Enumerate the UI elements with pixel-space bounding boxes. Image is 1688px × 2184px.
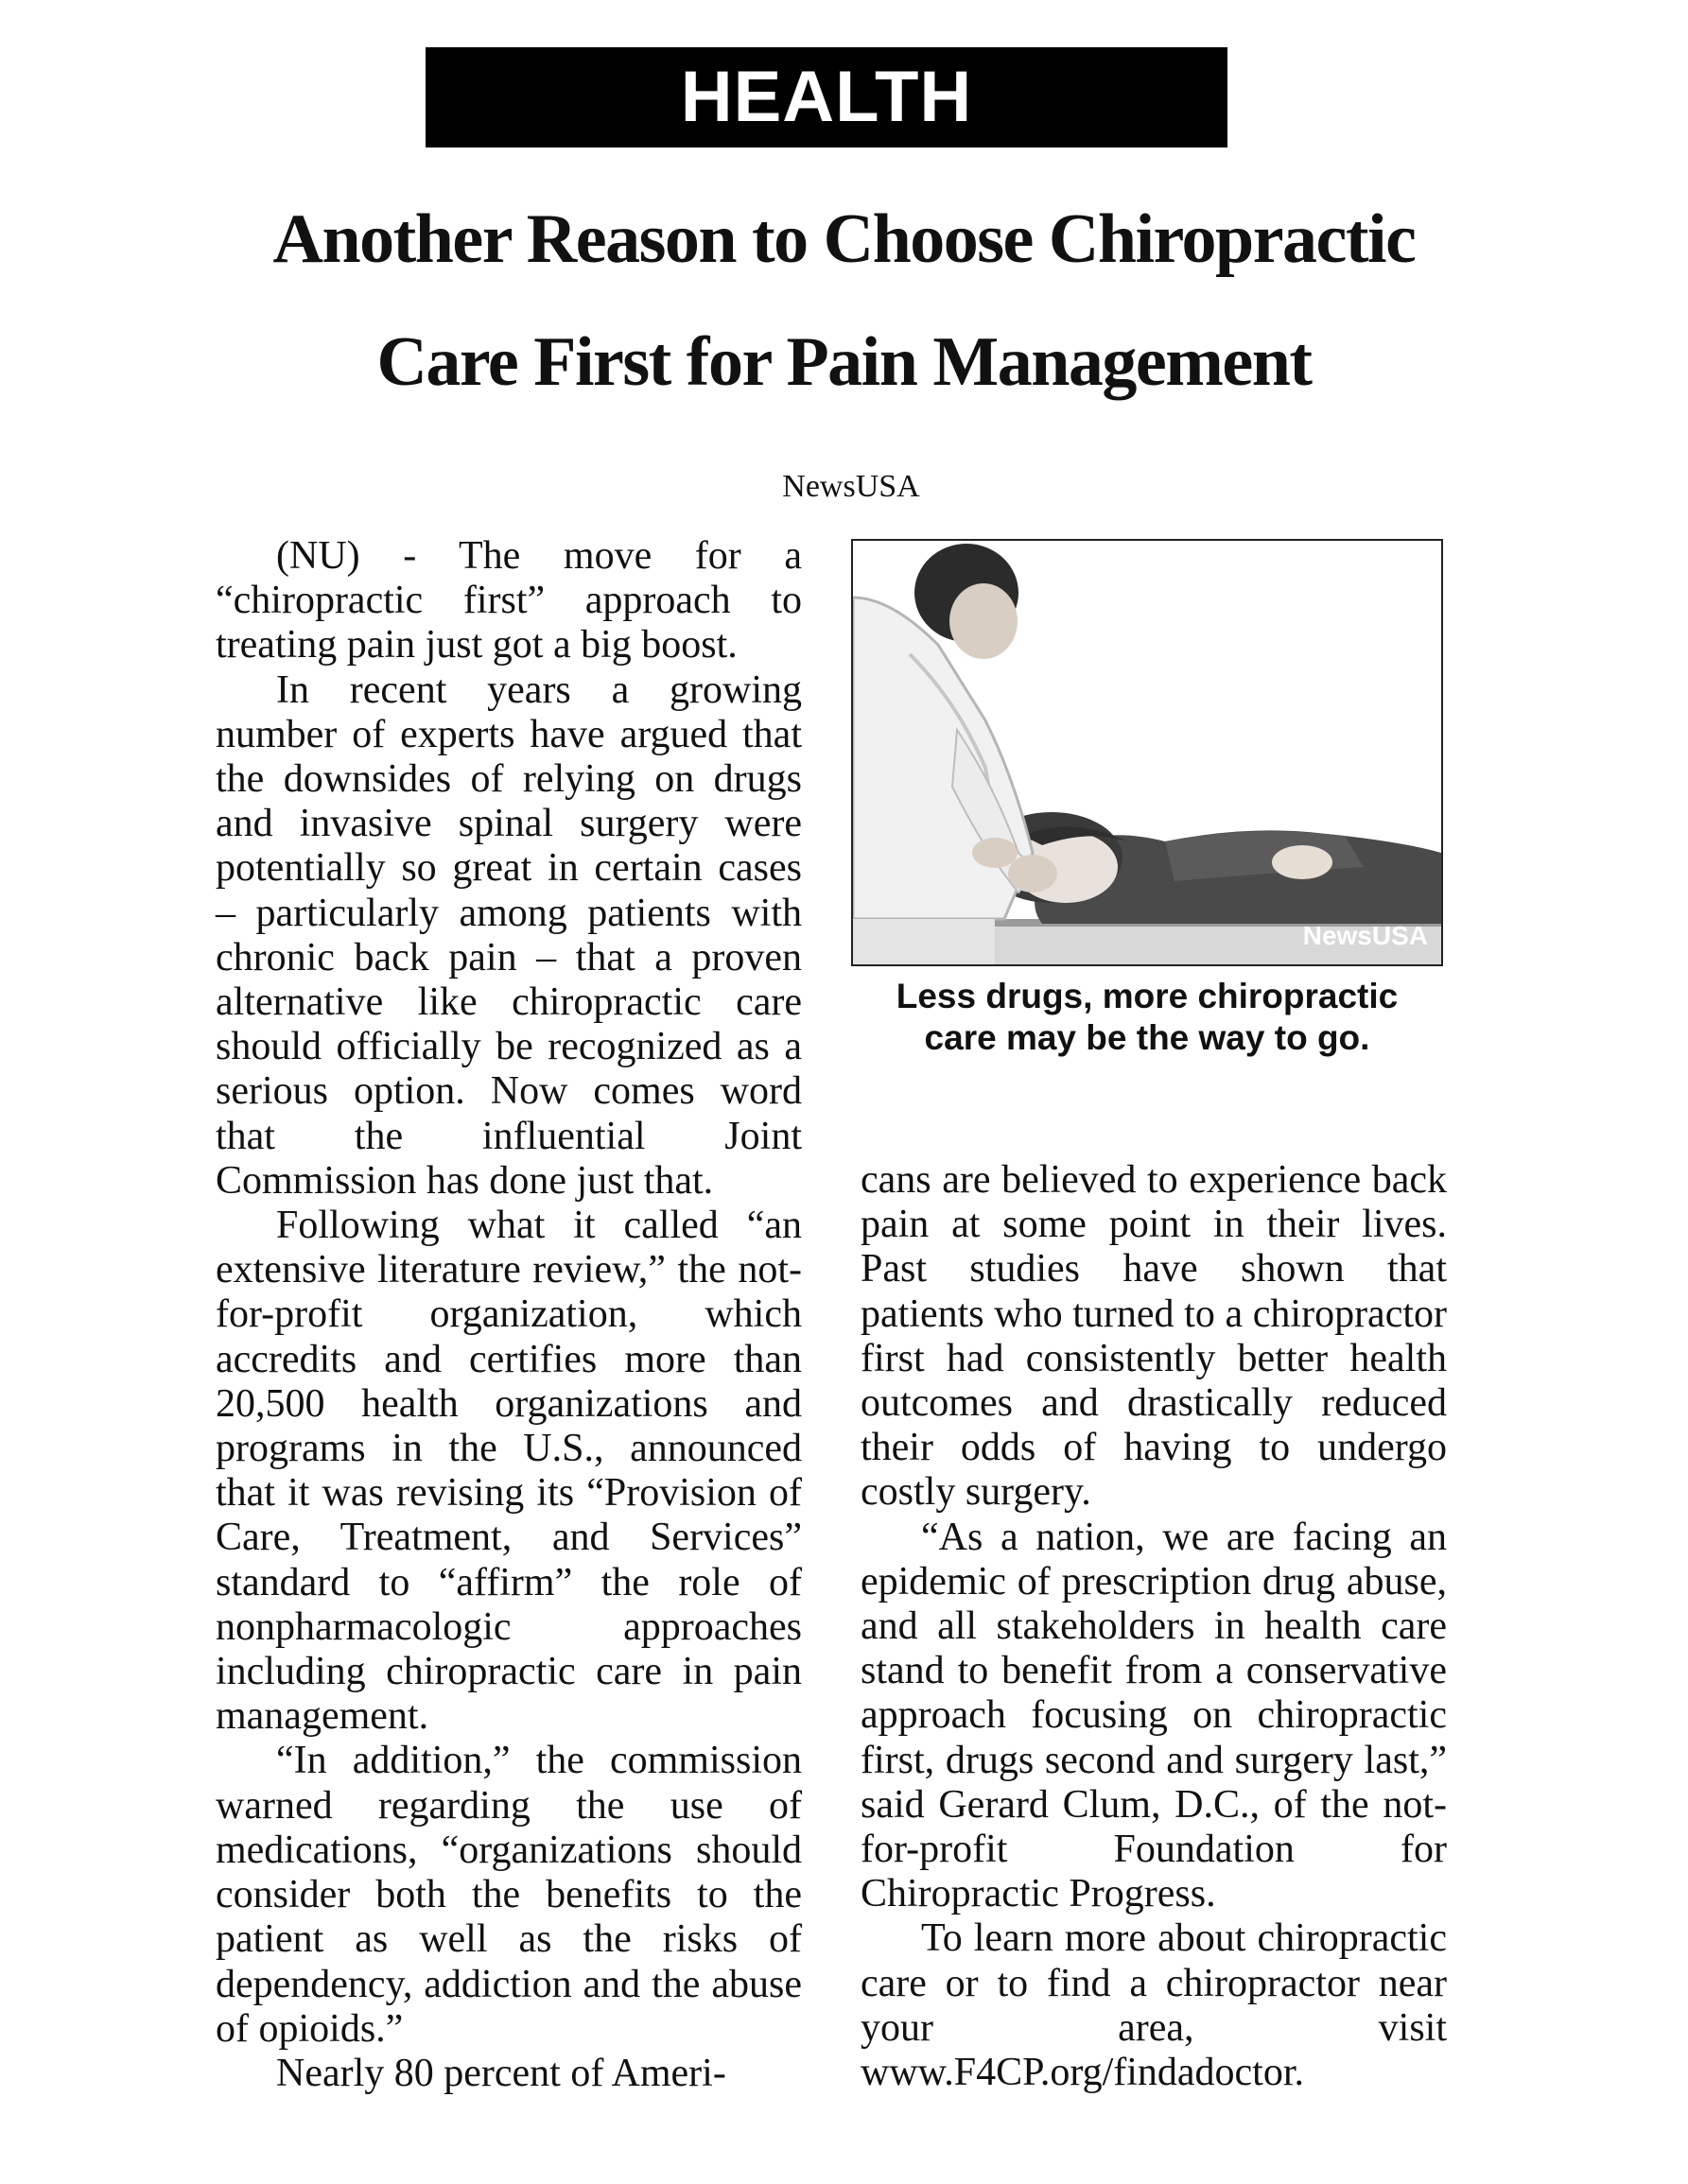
caption-line-2: care may be the way to go. — [924, 1018, 1370, 1057]
paragraph: “As a nation, we are facing an epidemic of prescription drug abuse, and all stakeholders in health care stand to benefit from a conservative approach focusing on chiropractic first, drugs second and surgery last,” said Gerard Clum, D.C., of the not-for-profit Foundation for Chiropractic Progress. — [861, 1515, 1447, 1916]
paragraph: In recent years a growing number of experts have argued that the downsides of relying on drugs and invasive spinal surgery were potentially so great in certain cases – particularly among patients with chronic back pain – that a proven alternative like chiropractic care should officially be recognized as a serious option. Now comes word that the influential Joint Commission has done just that. — [216, 667, 802, 1203]
article-photo — [851, 539, 1443, 966]
headline-line-2: Care First for Pain Management — [376, 323, 1312, 401]
byline: NewsUSA — [782, 469, 920, 504]
article-column-1 — [216, 534, 802, 2096]
paragraph: cans are believed to experience back pain at some point in their lives. Past studies have shown that patients who turned to a chiropractor first had consistently better health outcomes and drastically reduced their odds of having to undergo costly surgery. — [861, 1158, 1447, 1515]
photo-credit: NewsUSA — [1302, 921, 1428, 950]
headline-line-1: Another Reason to Choose Chiropractic — [272, 200, 1416, 278]
paragraph: To learn more about chiropractic care or to find a chiropractor near your area, visit www.F4CP.org/findadoctor. — [861, 1916, 1447, 2095]
paragraph: Nearly 80 percent of Ameri- — [276, 2051, 726, 2095]
photo-caption — [851, 976, 1443, 1059]
section-banner: HEALTH — [426, 47, 1227, 147]
paragraph: (NU) - The move for a “chiropractic first” approach to treating pain just got a big boost. — [216, 534, 802, 667]
paragraph: “In addition,” the commission warned regarding the use of medications, “organizations should consider both the benefits to the patient as well as the risks of dependency, addiction and the abuse of opioids.” — [216, 1739, 802, 2051]
headline — [142, 178, 1546, 424]
chiropractor-treating-patient-image — [853, 541, 1441, 964]
article-column-2 — [861, 1158, 1447, 2095]
paragraph: Following what it called “an extensive literature review,” the not-for-profit organization, which accredits and certifies more than 20,500 health organizations and programs in the U.S., announced that it was revising its “Provision of Care, Treatment, and Services” standard to “affirm” the role of nonpharmacologic approaches including chiropractic care in pain management. — [216, 1204, 802, 1739]
caption-line-1: Less drugs, more chiropractic — [896, 977, 1399, 1015]
